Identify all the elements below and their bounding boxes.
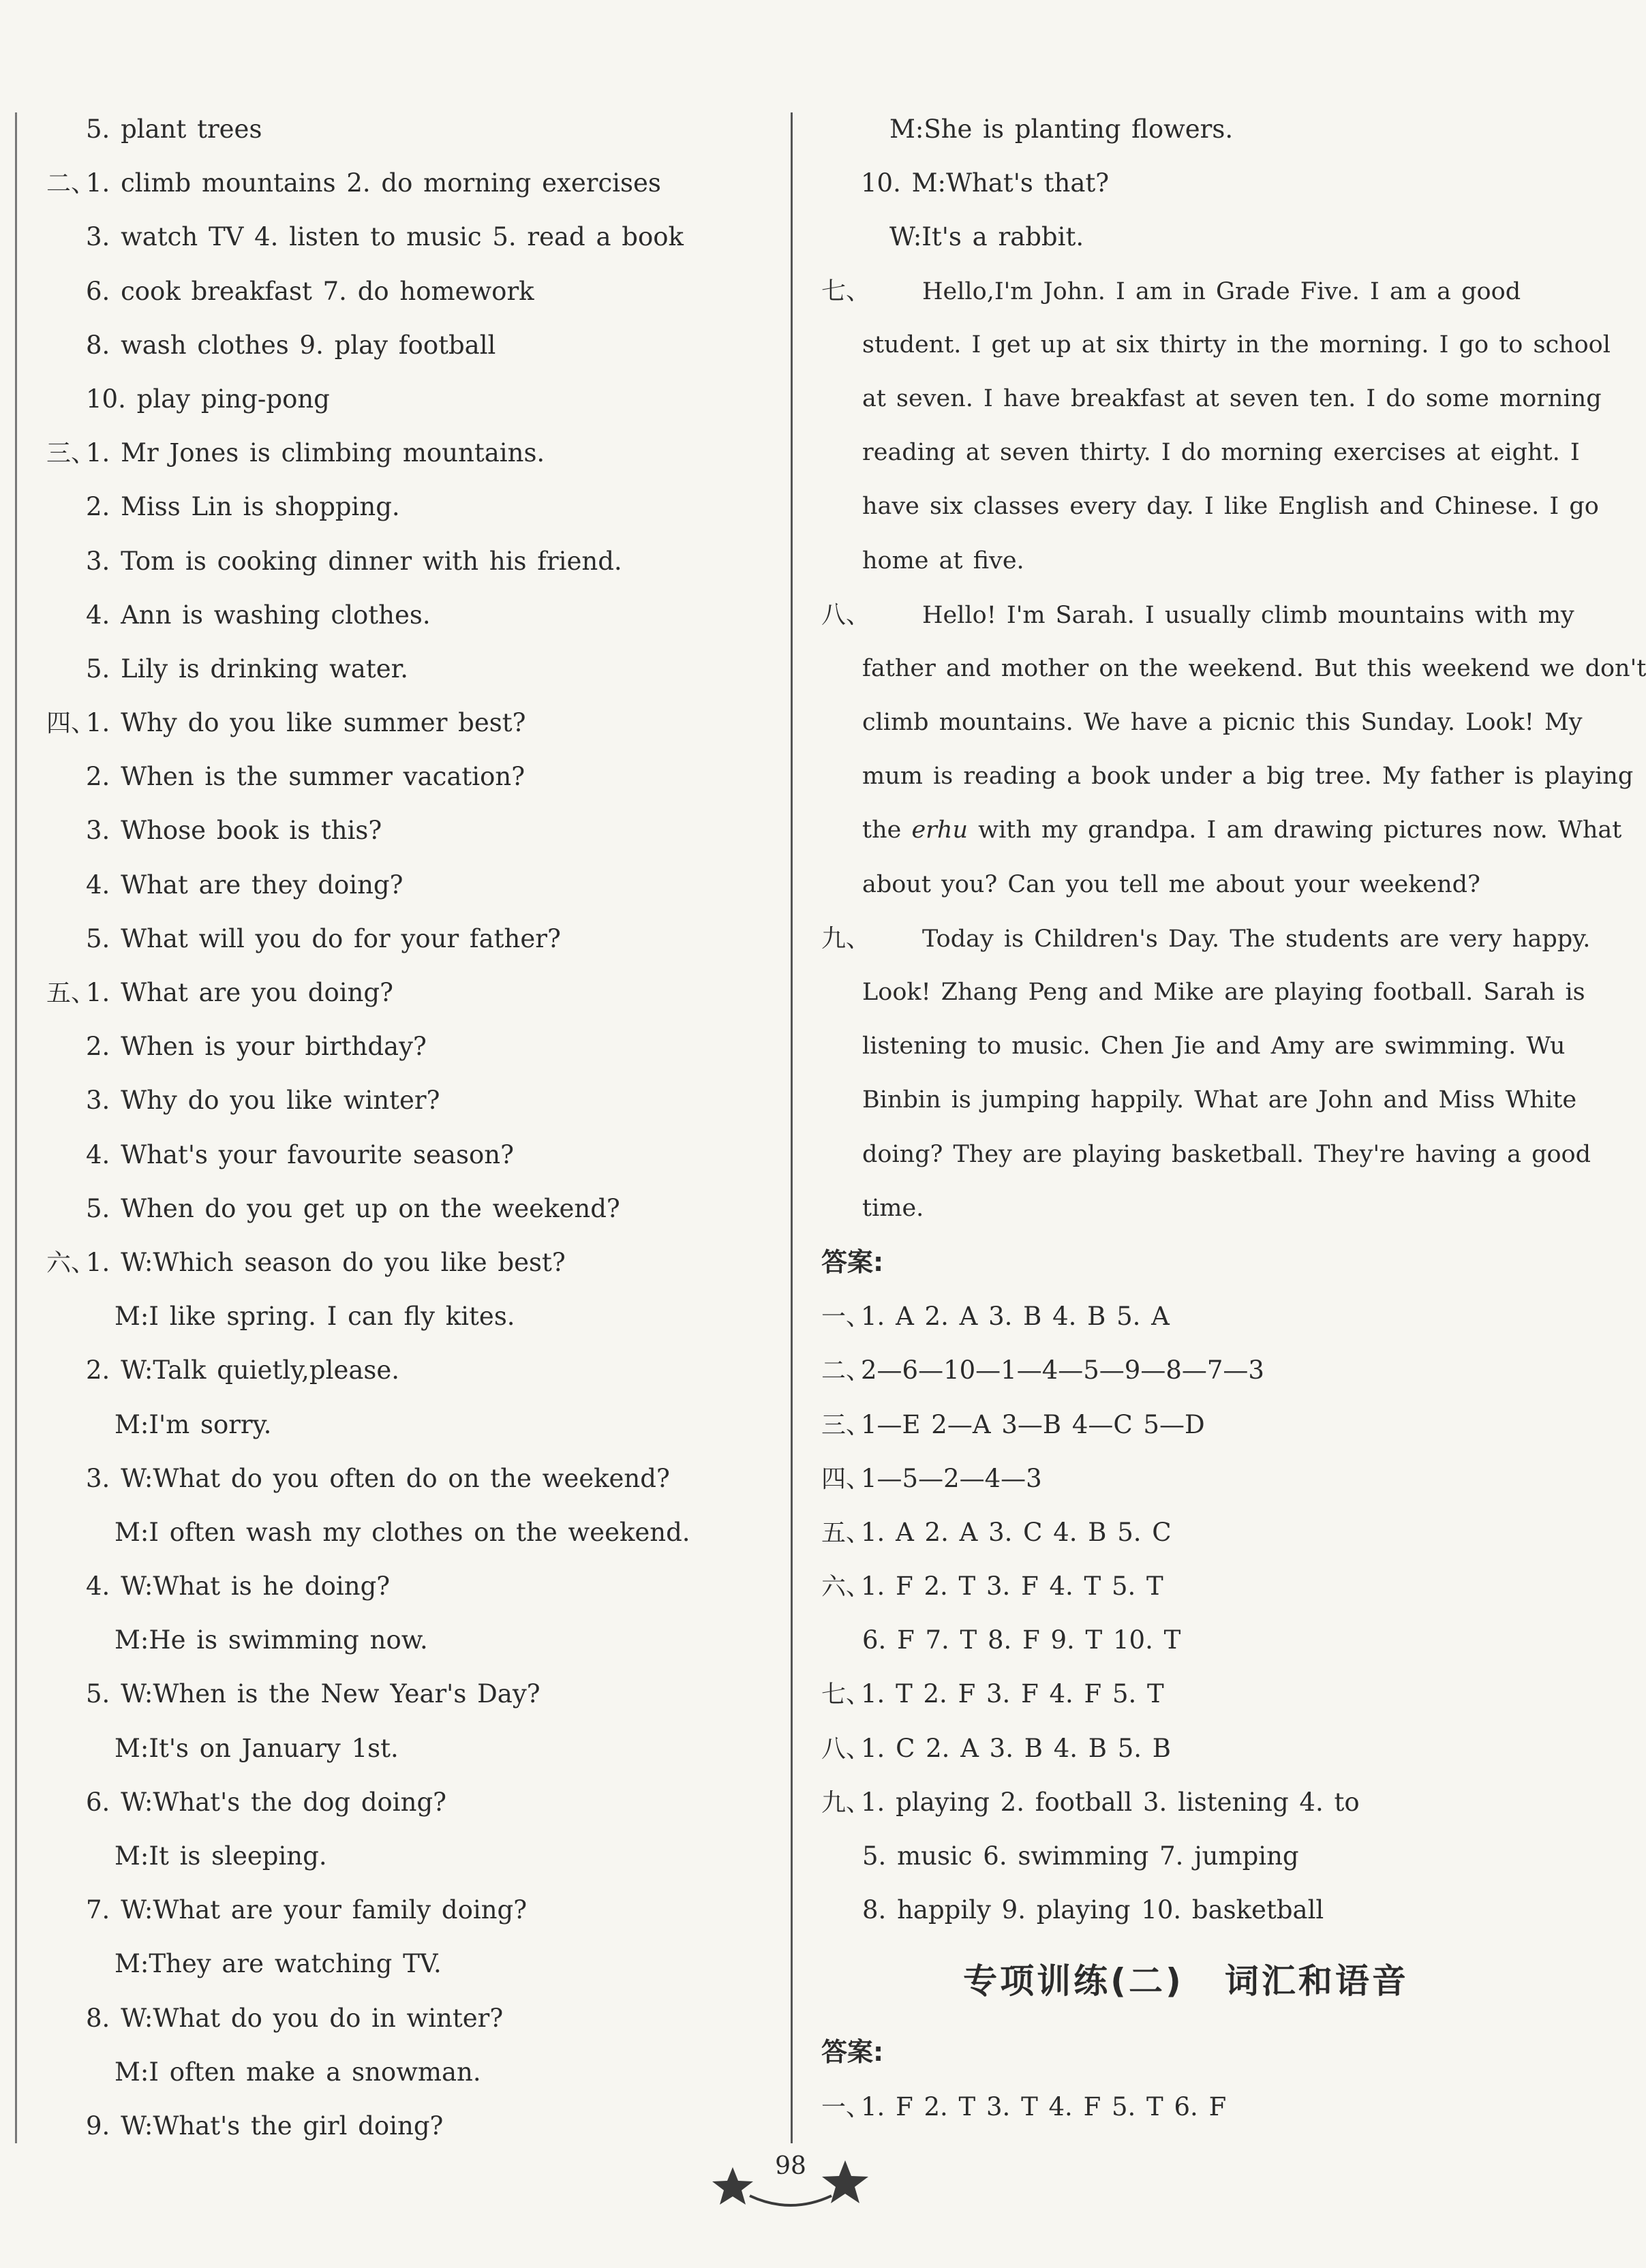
- text-line: [821, 102, 1551, 156]
- line-text: 1. climb mountains 2. do morning exercises: [86, 168, 661, 198]
- line-text: M:She is planting flowers.: [889, 114, 1234, 144]
- section-marker: 四、: [46, 709, 96, 738]
- text-line: [821, 1883, 1551, 1937]
- line-text: 1. A 2. A 3. C 4. B 5. C: [861, 1517, 1172, 1547]
- line-text: 6. F 7. T 8. F 9. T 10. T: [862, 1625, 1181, 1655]
- text-line: [46, 750, 769, 803]
- text-line: [46, 156, 769, 210]
- passage: [821, 588, 1646, 912]
- line-text: 8. W:What do you do in winter?: [86, 2003, 504, 2033]
- answers-list: [821, 1289, 1551, 1937]
- left-margin-rule: [15, 112, 17, 2143]
- text-line: [46, 210, 769, 264]
- text-line: [46, 1991, 769, 2045]
- line-text: M:I often make a snowman.: [115, 2057, 481, 2087]
- passage-text: climb mountains. We have a picnic this Sunday. Look! My: [862, 709, 1583, 737]
- passage-line: [821, 1073, 1577, 1127]
- text-line: [821, 1613, 1551, 1667]
- text-line: [46, 318, 769, 372]
- section-marker: 三、: [46, 440, 96, 468]
- line-text: M:It's on January 1st.: [115, 1733, 399, 1763]
- line-text: 1. Mr Jones is climbing mountains.: [86, 438, 545, 468]
- text-line: [46, 1775, 769, 1829]
- text-line: [46, 1613, 769, 1667]
- passage-text: father and mother on the weekend. But this weekend we don't: [862, 654, 1646, 682]
- text-line: [46, 2045, 769, 2099]
- line-text: 3. W:What do you often do on the weekend?: [86, 1463, 670, 1493]
- left-column: [46, 102, 769, 2153]
- passage-line: [821, 750, 1634, 803]
- passage-text: student. I get up at six thirty in the morning. I go to school: [862, 331, 1611, 358]
- text-line: [46, 480, 769, 534]
- line-text: 7. W:What are your family doing?: [86, 1895, 528, 1925]
- text-line: [821, 210, 1551, 264]
- right-top-dialogue: [821, 102, 1551, 264]
- passage-line: [821, 264, 1551, 318]
- footer-ornament: [0, 2147, 1630, 2222]
- section-marker: 六、: [46, 1248, 96, 1277]
- text-line: [46, 1020, 769, 1073]
- passage-line: [821, 1182, 1551, 1236]
- text-line: [46, 1343, 769, 1397]
- line-text: 3. Why do you like winter?: [86, 1086, 440, 1116]
- passage: [821, 264, 1611, 588]
- passage-text: mum is reading a book under a big tree. My father is playing: [862, 763, 1634, 791]
- section-marker: 二、: [821, 1357, 871, 1385]
- line-text: M:I often wash my clothes on the weekend.: [115, 1517, 690, 1547]
- line-text: 1—5—2—4—3: [861, 1463, 1042, 1493]
- section-marker: 二、: [46, 170, 96, 198]
- section-marker: 三、: [821, 1411, 871, 1439]
- passage-line: [821, 426, 1580, 480]
- passage-text: have six classes every day. I like English and Chinese. I go: [862, 493, 1599, 521]
- text-line: [46, 803, 769, 857]
- text-line: [46, 1505, 769, 1559]
- passage-line: [821, 858, 1551, 912]
- passage-text: time.: [862, 1194, 924, 1222]
- line-text: 2. When is the summer vacation?: [86, 762, 525, 792]
- text-line: [46, 372, 769, 426]
- passage-text: home at five.: [862, 547, 1024, 574]
- section-marker: 七、: [821, 277, 871, 305]
- line-text: 1—E 2—A 3—B 4—C 5—D: [861, 1409, 1205, 1439]
- text-line: [821, 1559, 1551, 1613]
- text-line: [46, 1073, 769, 1127]
- text-line: [46, 426, 769, 480]
- line-text: M:I like spring. I can fly kites.: [115, 1302, 515, 1332]
- section-marker: 一、: [821, 2093, 871, 2121]
- line-text: 5. W:When is the New Year's Day?: [86, 1679, 540, 1709]
- passage-text: Hello,I'm John. I am in Grade Five. I am a good: [922, 277, 1521, 305]
- line-text: 3. Tom is cooking dinner with his friend.: [86, 546, 622, 576]
- line-text: 4. What are they doing?: [86, 870, 403, 900]
- answers2-list: [821, 2080, 1551, 2134]
- text-line: [821, 1721, 1551, 1775]
- passage-text: Hello! I'm Sarah. I usually climb mountains with my: [922, 601, 1574, 629]
- text-line: [46, 1398, 769, 1452]
- line-text: 9. W:What's the girl doing?: [86, 2111, 444, 2141]
- line-text: 5. When do you get up on the weekend?: [86, 1193, 620, 1223]
- answers2-label: 答案:: [821, 2037, 884, 2068]
- line-text: 1. W:Which season do you like best?: [86, 1247, 566, 1277]
- line-text: 8. happily 9. playing 10. basketball: [862, 1895, 1324, 1925]
- line-text: 6. W:What's the dog doing?: [86, 1787, 446, 1817]
- text-line: [46, 2099, 769, 2153]
- passage-line: [821, 912, 1591, 966]
- passage-line: [821, 1128, 1591, 1182]
- section-marker: 八、: [821, 600, 871, 629]
- right-column: [821, 102, 1646, 2134]
- line-text: 1. C 2. A 3. B 4. B 5. B: [861, 1733, 1171, 1763]
- line-text: 1. What are you doing?: [86, 978, 393, 1007]
- text-line: [46, 696, 769, 750]
- text-line: [46, 1236, 769, 1289]
- text-line: [821, 1829, 1551, 1883]
- section-marker: 六、: [821, 1573, 871, 1602]
- line-text: 2. W:Talk quietly,please.: [86, 1355, 400, 1385]
- section-marker: 五、: [821, 1518, 871, 1547]
- text-line: [821, 2080, 1551, 2134]
- line-text: 3. watch TV 4. listen to music 5. read a book: [86, 222, 684, 252]
- line-text: 1. Why do you like summer best?: [86, 708, 526, 738]
- line-text: 5. music 6. swimming 7. jumping: [862, 1841, 1299, 1871]
- line-text: 4. W:What is he doing?: [86, 1572, 391, 1602]
- line-text: 6. cook breakfast 7. do homework: [86, 276, 534, 306]
- text-line: [46, 1937, 769, 1991]
- line-text: 2. When is your birthday?: [86, 1032, 427, 1062]
- section-marker: 一、: [821, 1303, 871, 1332]
- passage-line: [821, 534, 1551, 588]
- passage-line: [821, 372, 1602, 426]
- line-text: M:I'm sorry.: [115, 1409, 272, 1439]
- passage-text: doing? They are playing basketball. They're having a good: [862, 1140, 1591, 1168]
- text-line: [46, 1182, 769, 1236]
- answers-label: 答案:: [821, 1246, 884, 1277]
- text-line: [46, 588, 769, 642]
- line-text: 5. Lily is drinking water.: [86, 654, 408, 684]
- section-marker: 四、: [821, 1465, 871, 1493]
- passage-line: [821, 1020, 1566, 1073]
- section-marker: 八、: [821, 1734, 871, 1763]
- passage-line: [821, 696, 1583, 750]
- passage-line: [821, 318, 1611, 372]
- line-text: 1. A 2. A 3. B 4. B 5. A: [861, 1302, 1170, 1332]
- line-text: 4. Ann is washing clothes.: [86, 600, 431, 630]
- line-text: 1. T 2. F 3. F 4. F 5. T: [861, 1679, 1164, 1709]
- text-line: [821, 1289, 1551, 1343]
- line-text: 8. wash clothes 9. play football: [86, 330, 496, 360]
- text-line: [46, 1559, 769, 1613]
- line-text: 1. F 2. T 3. T 4. F 5. T 6. F: [861, 2091, 1227, 2121]
- text-line: [46, 534, 769, 588]
- passage: [821, 912, 1591, 1236]
- section-title-part1: 专项训练(二): [963, 1961, 1184, 2002]
- passage-text: about you? Can you tell me about your weekend?: [862, 870, 1480, 898]
- text-line: [46, 912, 769, 966]
- line-text: 1. F 2. T 3. F 4. T 5. T: [861, 1572, 1163, 1602]
- page-number: 98: [775, 2152, 806, 2180]
- column-divider: [791, 112, 793, 2143]
- star-left-icon: [712, 2167, 753, 2205]
- passage-line: [821, 480, 1599, 534]
- text-line: [46, 858, 769, 912]
- section-marker: 九、: [821, 924, 871, 953]
- passage-text: Binbin is jumping happily. What are John and Miss White: [862, 1086, 1577, 1114]
- line-text: 4. What's your favourite season?: [86, 1139, 514, 1169]
- line-text: 1. playing 2. football 3. listening 4. to: [861, 1787, 1360, 1817]
- passage-text: Look! Zhang Peng and Mike are playing football. Sarah is: [862, 979, 1585, 1006]
- passage-line: [821, 803, 1622, 857]
- text-line: [821, 1452, 1551, 1505]
- line-text: 3. Whose book is this?: [86, 816, 382, 846]
- line-text: M:They are watching TV.: [115, 1949, 442, 1979]
- text-line: [821, 1343, 1551, 1397]
- passage-line: [821, 642, 1646, 696]
- text-line: [46, 1667, 769, 1721]
- section-title-part2: 词汇和语音: [1224, 1961, 1409, 2002]
- line-text: 10. M:What's that?: [861, 168, 1110, 198]
- line-text: 10. play ping-pong: [86, 384, 330, 414]
- text-line: [46, 1289, 769, 1343]
- section-marker: 五、: [46, 979, 96, 1007]
- section-marker: 七、: [821, 1681, 871, 1709]
- listening-passages: [821, 264, 1646, 1236]
- text-line: [46, 1452, 769, 1505]
- text-line: [46, 642, 769, 696]
- line-text: 5. What will you do for your father?: [86, 923, 561, 953]
- passage-text: listening to music. Chen Jie and Amy are swimming. Wu: [862, 1032, 1566, 1060]
- line-text: 2. Miss Lin is shopping.: [86, 492, 400, 522]
- line-text: M:It is sleeping.: [115, 1841, 327, 1871]
- passage-text: Today is Children's Day. The students are very happy.: [922, 925, 1591, 953]
- line-text: M:He is swimming now.: [115, 1625, 428, 1655]
- text-line: [46, 1883, 769, 1937]
- text-line: [46, 966, 769, 1020]
- passage-text: the erhu with my grandpa. I am drawing pictures now. What: [862, 816, 1622, 844]
- italic-word: erhu: [911, 816, 968, 844]
- line-text: W:It's a rabbit.: [889, 222, 1084, 252]
- text-line: [821, 156, 1551, 210]
- text-line: [46, 102, 769, 156]
- text-line: [821, 1667, 1551, 1721]
- line-text: 2—6—10—1—4—5—9—8—7—3: [861, 1355, 1264, 1385]
- line-text: 5. plant trees: [86, 114, 262, 144]
- section-title: [821, 1937, 1551, 2025]
- text-line: [46, 264, 769, 318]
- footer-swoosh: [750, 2196, 832, 2205]
- text-line: [821, 1505, 1551, 1559]
- passage-text: at seven. I have breakfast at seven ten. I do some morning: [862, 384, 1602, 412]
- passage-text: reading at seven thirty. I do morning exercises at eight. I: [862, 439, 1580, 467]
- passage-line: [821, 966, 1585, 1020]
- text-line: [821, 1398, 1551, 1452]
- passage-line: [821, 588, 1574, 642]
- text-line: [46, 1829, 769, 1883]
- text-line: [46, 1721, 769, 1775]
- text-line: [821, 1775, 1551, 1829]
- section-marker: 九、: [821, 1788, 871, 1817]
- text-line: [46, 1128, 769, 1182]
